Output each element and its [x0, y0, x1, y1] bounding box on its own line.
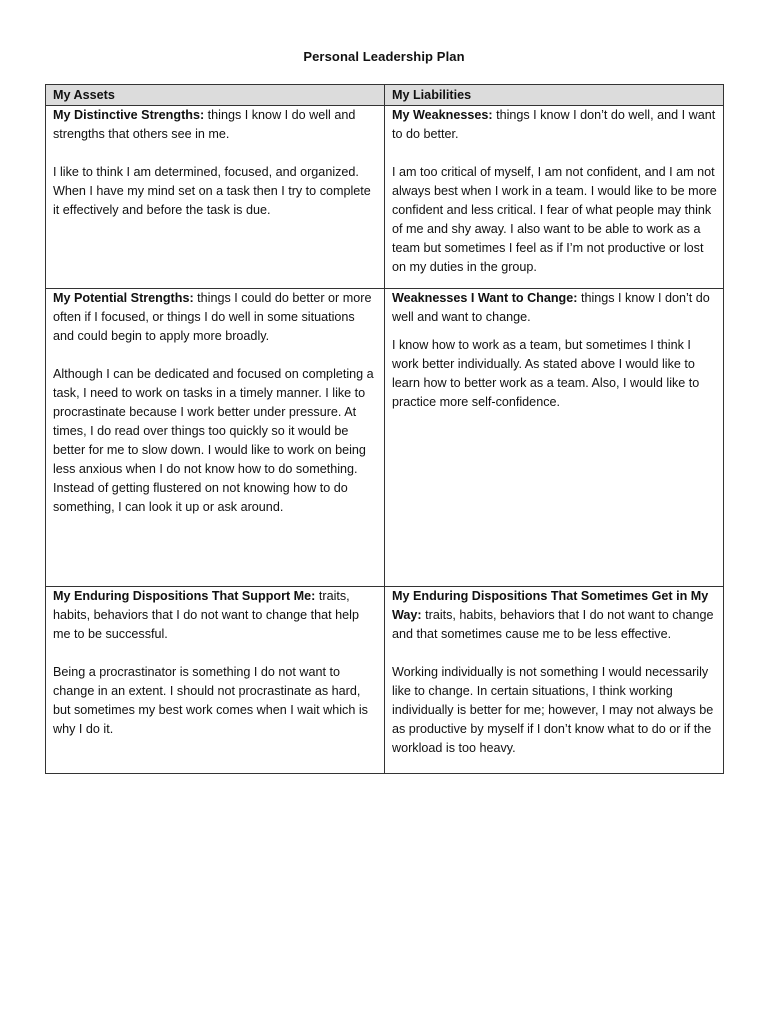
cell-body: Working individually is not something I would necessarily like to change. In certain situations, I think working individually is better for me; however, I may not always be as productive by myself if I don’t know what to do or if the workload is too heavy. [392, 665, 714, 755]
cell-label: My Weaknesses: [392, 108, 493, 122]
supporting-dispositions-cell [46, 587, 385, 774]
table-row [46, 587, 724, 774]
cell-description: things I could do better or more often if I focused, or things I do well in some situations and could begin to apply more broadly. [53, 291, 372, 343]
cell-body: I know how to work as a team, but sometimes I think I work better individually. As stated above I would like to learn how to better work as a team. Also, I would like to practice more self-confidence. [392, 338, 700, 409]
cell-heading [392, 587, 717, 644]
liabilities-header: My Liabilities [385, 85, 724, 106]
distinctive-strengths-cell [46, 106, 385, 289]
cell-description: traits, habits, behaviors that I do not want to change and that sometimes cause me to be less effective. [392, 608, 714, 641]
weaknesses-to-change-cell [385, 289, 724, 587]
cell-heading [392, 289, 717, 327]
cell-heading [53, 587, 378, 644]
cell-body: Being a procrastinator is something I do not want to change in an extent. I should not procrastinate as hard, but sometimes my best work comes when I wait which is why I do it. [53, 665, 368, 736]
cell-description: things I know I don’t do well and want to change. [392, 291, 710, 324]
cell-label: Weaknesses I Want to Change: [392, 291, 578, 305]
cell-body: Although I can be dedicated and focused on completing a task, I need to work on tasks in a timely manner. I like to procrastinate because I work better under pressure. At times, I do read over things too quickly so it would be better for me to slow down. I would like to work on being less anxious when I do not know how to do something. Instead of getting flustered on not knowing how to do something, I can look it up or ask around. [53, 367, 374, 514]
table-row [46, 106, 724, 289]
cell-label: My Enduring Dispositions That Support Me: [53, 589, 316, 603]
cell-heading [53, 106, 378, 144]
table-row [46, 289, 724, 587]
cell-body: I am too critical of myself, I am not confident, and I am not always best when I work in a team. I would like to be more confident and less critical. I fear of what people may think of me and shy away. I also want to be able to work as a team but sometimes I feel as if I’m not productive or lost on my duties in the group. [392, 165, 717, 274]
cell-body: I like to think I am determined, focused, and organized. When I have my mind set on a task then I try to complete it effectively and before the task is due. [53, 165, 371, 217]
table-header-row [46, 85, 724, 106]
cell-description: traits, habits, behaviors that I do not want to change that help me to be successful. [53, 589, 359, 641]
cell-label: My Distinctive Strengths: [53, 108, 205, 122]
cell-heading [392, 106, 717, 144]
leadership-plan-table [45, 84, 724, 774]
cell-label: My Enduring Dispositions That Sometimes Get in My Way: [392, 589, 709, 622]
weaknesses-cell [385, 106, 724, 289]
document-title: Personal Leadership Plan [303, 49, 465, 64]
assets-header: My Assets [46, 85, 385, 106]
potential-strengths-cell [46, 289, 385, 587]
cell-description: things I know I don’t do well, and I want to do better. [392, 108, 716, 141]
cell-heading [53, 289, 378, 346]
cell-description: things I know I do well and strengths that others see in me. [53, 108, 356, 141]
hindering-dispositions-cell [385, 587, 724, 774]
cell-label: My Potential Strengths: [53, 291, 194, 305]
